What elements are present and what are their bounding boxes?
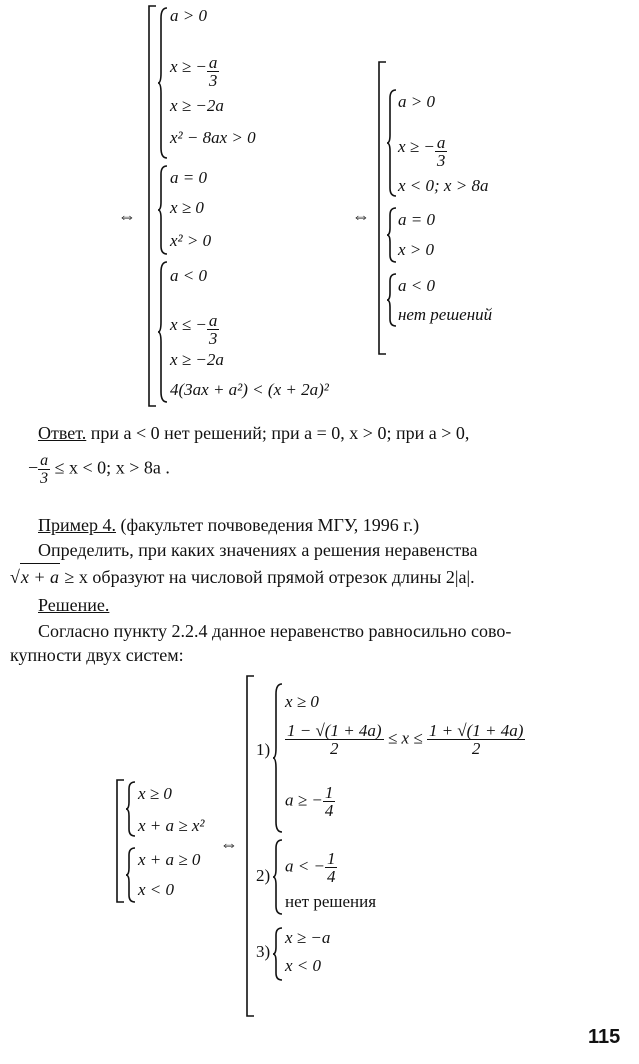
square-bracket-icon [116, 780, 126, 902]
task-line-2: √x + a ≥ x образуют на числовой прямой отрезок длины 2|a|. [10, 563, 475, 590]
sys-line: x ≥ −2a [170, 96, 224, 115]
sys-line: x ≤ − $\frac{a}{3}$ [170, 311, 218, 348]
task-line-1: Определить, при каких значениях a решения неравенства [38, 540, 478, 560]
sys-line: x ≥ 0 [285, 692, 319, 711]
curly-brace-icon [126, 848, 136, 902]
answer-line-1: Ответ. при a < 0 нет решений; при a = 0, x > 0; при a > 0, [38, 423, 470, 443]
sys-line: x ≥ 0 [170, 198, 204, 217]
sys-line: x ≥ − $\frac{a}{3}$ [170, 53, 218, 90]
curly-brace-icon [387, 208, 397, 262]
sys-line: x + a ≥ 0 [138, 850, 201, 869]
page-number: 115 [588, 1026, 621, 1048]
curly-brace-icon [273, 928, 283, 980]
curly-brace-icon [273, 840, 283, 914]
sqrt-icon: √ [10, 567, 20, 587]
sys-line: x ≥ −a [285, 928, 331, 947]
sys-line: a < − $\frac{1}{4}$ [285, 849, 336, 886]
sys-line: a > 0 [170, 6, 207, 25]
square-bracket-icon [246, 676, 256, 1016]
curly-brace-icon [158, 166, 168, 254]
sys-line: нет решений [398, 305, 493, 324]
sys-line: x² > 0 [170, 231, 212, 250]
sys-line: a ≥ − $\frac{1}{4}$ [285, 783, 334, 820]
sys-line: a < 0 [398, 276, 435, 295]
solution-line-1: Согласно пункту 2.2.4 данное неравенство равносильно сово- [38, 621, 512, 641]
square-bracket-icon [148, 6, 158, 406]
solution-label: Решение. [38, 595, 110, 615]
curly-brace-icon [126, 782, 136, 836]
case-label: 1) [256, 740, 271, 759]
curly-brace-icon [387, 90, 397, 196]
solution-line-2: купности двух систем: [10, 645, 184, 665]
sys-line: a = 0 [398, 210, 435, 229]
answer-label: Ответ. [38, 423, 87, 443]
curly-brace-icon [158, 8, 168, 158]
sys-line: x ≥ − $\frac{a}{3}$ [398, 133, 446, 170]
sys-line: x ≥ 0 [138, 784, 172, 803]
sys-line: x² − 8ax > 0 [170, 128, 256, 147]
sys-line: x ≥ −2a [170, 350, 224, 369]
sys-line: $\frac{1 - √(1 + 4a)}{2}$ ≤ x ≤ $\frac{1 + √(1 + 4a)}{2}$ [287, 721, 524, 758]
answer-line-2: − $\frac{a}{3}$ ≤ x < 0; x > 8a . [28, 452, 170, 487]
case-label: 3) [256, 942, 271, 961]
sys-line: x < 0 [285, 956, 322, 975]
curly-brace-icon [273, 684, 283, 832]
sys-line: x > 0 [398, 240, 435, 259]
sys-line: a < 0 [170, 266, 207, 285]
sys-line: x < 0; x > 8a [398, 176, 489, 195]
sys-line: a = 0 [170, 168, 207, 187]
example-heading: Пример 4. (факультет почвоведения МГУ, 1996 г.) [38, 515, 420, 535]
sys-line: x < 0 [138, 880, 175, 899]
sys-line: нет решения [285, 892, 377, 911]
equivalence-sign: ⇔ [352, 206, 370, 226]
equivalence-sign: ⇔ [118, 206, 136, 226]
curly-brace-icon [387, 274, 397, 326]
equivalence-sign: ⇔ [220, 834, 238, 854]
sys-line: x + a ≥ x² [138, 816, 205, 835]
sys-line: 4(3ax + a²) < (x + 2a)² [170, 380, 329, 399]
sys-line: a > 0 [398, 92, 435, 111]
case-label: 2) [256, 866, 271, 885]
curly-brace-icon [158, 262, 168, 402]
